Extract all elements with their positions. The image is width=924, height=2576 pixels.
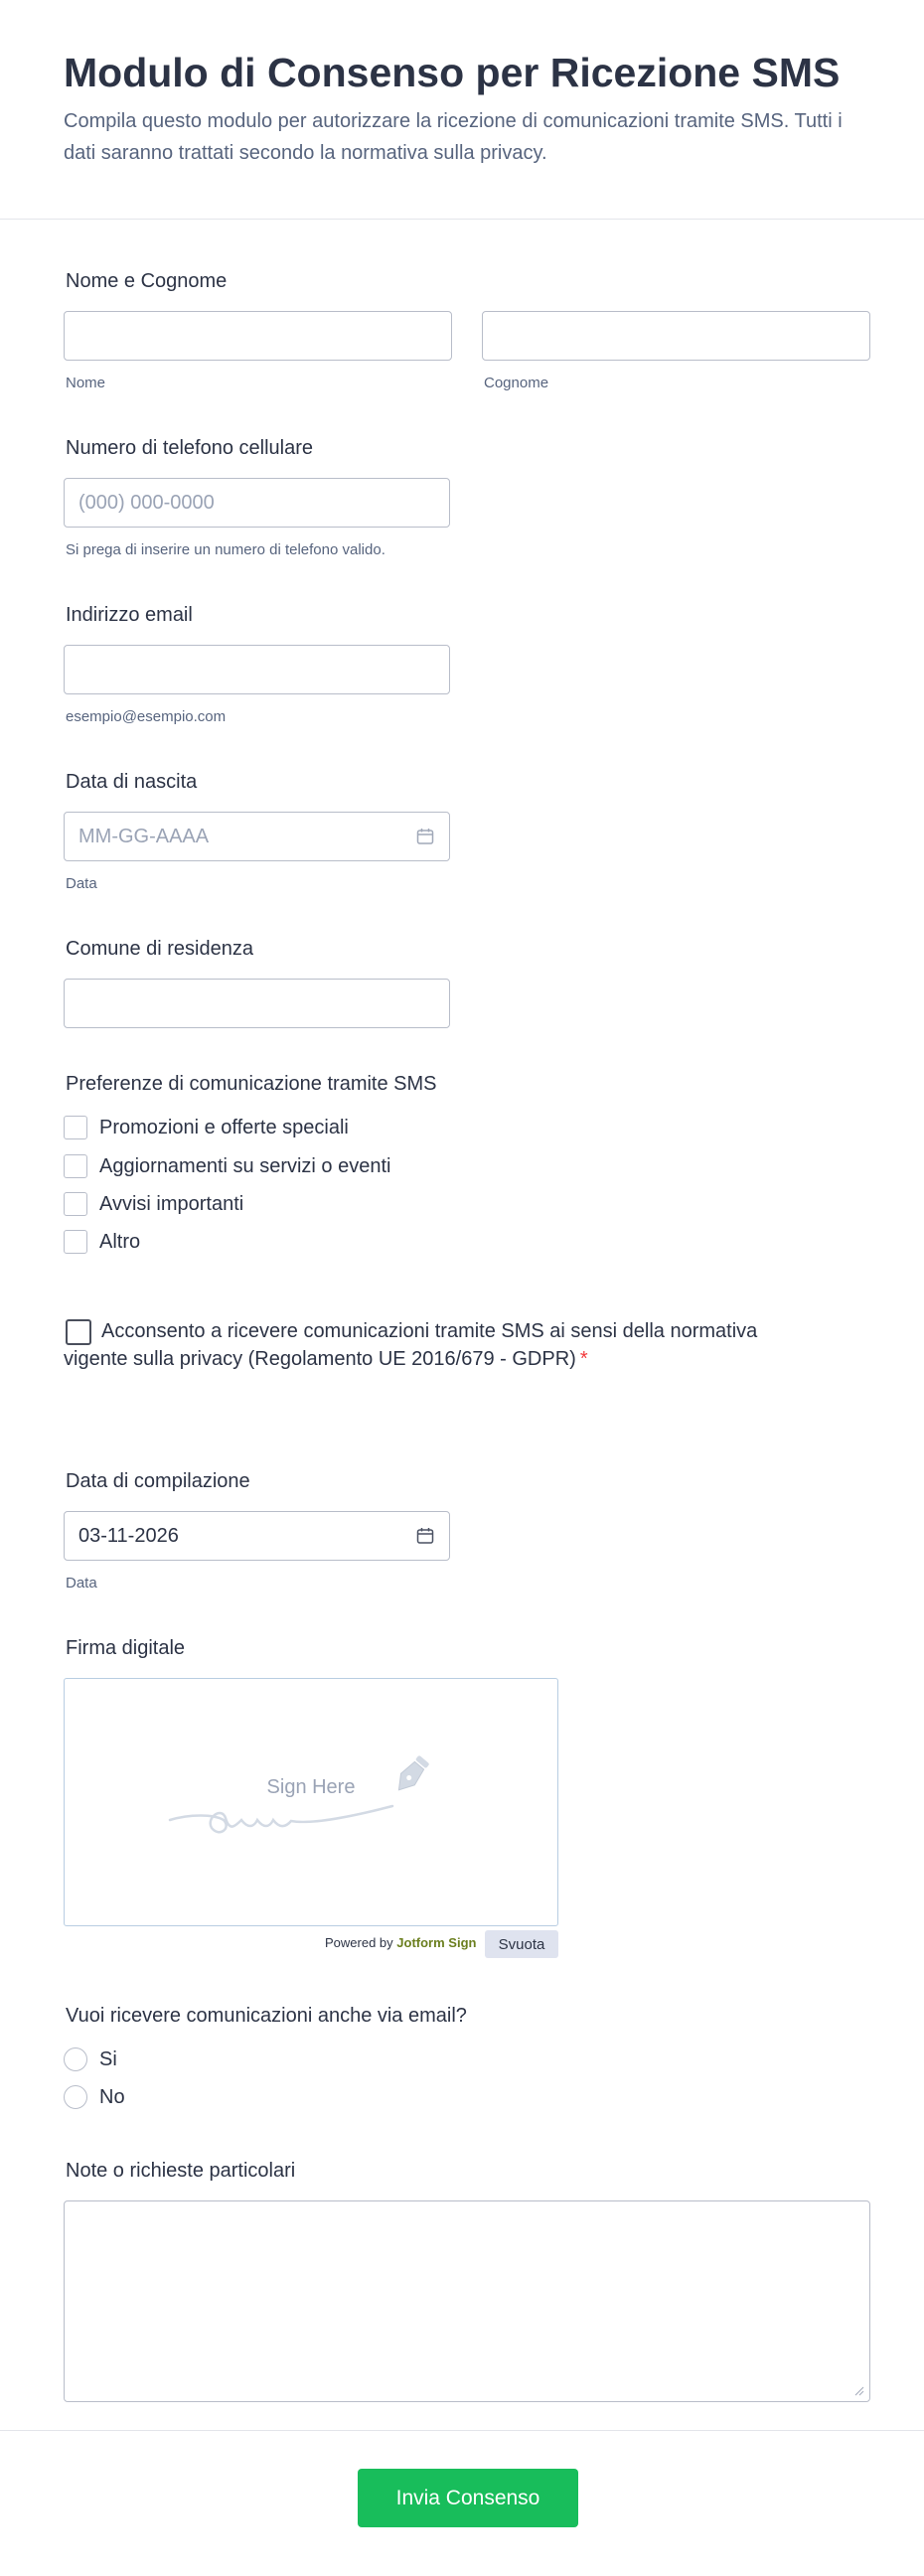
email-input[interactable] (64, 645, 450, 694)
email-sublabel: esempio@esempio.com (66, 708, 227, 725)
calendar-icon[interactable] (415, 827, 435, 846)
sms-preferences-label: Preferenze di comunicazione tramite SMS (66, 1073, 437, 1095)
checkbox[interactable] (64, 1154, 87, 1178)
checkbox[interactable] (64, 1116, 87, 1139)
sign-here-hint: Sign Here (266, 1776, 356, 1798)
email-optin-no[interactable] (64, 2084, 125, 2110)
clear-signature-button[interactable]: Svuota (485, 1930, 558, 1958)
phone-sublabel: Si prega di inserire un numero di telefono valido. (66, 541, 385, 558)
fill-date-label: Data di compilazione (66, 1470, 250, 1492)
checkbox-label: Aggiornamenti su servizi o eventi (99, 1154, 391, 1177)
checkbox-label: Altro (99, 1230, 141, 1253)
notes-textarea[interactable] (64, 2200, 870, 2402)
calendar-icon[interactable] (415, 1526, 435, 1546)
checkbox[interactable] (64, 1192, 87, 1216)
sms-option-aggiornamenti[interactable] (64, 1153, 390, 1179)
fill-date-sublabel: Data (66, 1575, 97, 1591)
powered-prefix: Powered by (325, 1935, 393, 1950)
name-label: Nome e Cognome (66, 270, 228, 292)
sms-option-promozioni[interactable] (64, 1115, 349, 1140)
birth-date-input[interactable] (64, 812, 450, 861)
signature-label: Firma digitale (66, 1637, 186, 1659)
resize-grip-icon[interactable] (852, 2384, 864, 2396)
checkbox-label: Avvisi importanti (99, 1192, 244, 1215)
required-mark: * (579, 1348, 588, 1370)
radio-label: No (99, 2085, 125, 2108)
sms-option-altro[interactable] (64, 1229, 140, 1255)
signature-pad[interactable] (64, 1678, 558, 1926)
radio-button[interactable] (64, 2085, 87, 2109)
email-optin-si[interactable] (64, 2046, 117, 2072)
jotform-sign-brand: Jotform Sign (396, 1935, 477, 1950)
email-optin-label: Vuoi ricevere comunicazioni anche via email? (66, 2005, 467, 2027)
last-name-input[interactable] (482, 311, 870, 361)
consent-text: Acconsento a ricevere comunicazioni tramite SMS ai sensi della normativa vigente sulla privacy (Regolamento UE 2016/679 - GDPR) (64, 1320, 758, 1370)
powered-by (325, 1935, 476, 1950)
phone-input[interactable] (64, 478, 450, 528)
city-input[interactable] (64, 979, 450, 1028)
signature-placeholder-graphic (65, 1679, 559, 1927)
last-name-sublabel: Cognome (484, 375, 549, 391)
form-header (0, 0, 924, 220)
page-title: Modulo di Consenso per Ricezione SMS (64, 50, 841, 95)
notes-label: Note o richieste particolari (66, 2160, 296, 2182)
sms-option-avvisi[interactable] (64, 1191, 243, 1217)
page-subtitle: Compila questo modulo per autorizzare la ricezione di comunicazioni tramite SMS. Tutti i dati saranno trattati secondo la normativa sulla privacy. (64, 110, 843, 164)
birth-date-label: Data di nascita (66, 771, 198, 793)
consent-checkbox[interactable] (66, 1319, 91, 1345)
consent-statement (64, 1317, 799, 1373)
radio-button[interactable] (64, 2047, 87, 2071)
city-label: Comune di residenza (66, 938, 253, 960)
submit-button[interactable]: Invia Consenso (358, 2469, 578, 2527)
checkbox-label: Promozioni e offerte speciali (99, 1116, 349, 1138)
birth-date-sublabel: Data (66, 875, 97, 892)
first-name-input[interactable] (64, 311, 452, 361)
radio-label: Si (99, 2047, 117, 2070)
phone-label: Numero di telefono cellulare (66, 437, 314, 459)
first-name-sublabel: Nome (66, 375, 106, 391)
fill-date-input[interactable] (64, 1511, 450, 1561)
pen-icon (392, 1753, 432, 1795)
email-label: Indirizzo email (66, 604, 193, 626)
checkbox[interactable] (64, 1230, 87, 1254)
